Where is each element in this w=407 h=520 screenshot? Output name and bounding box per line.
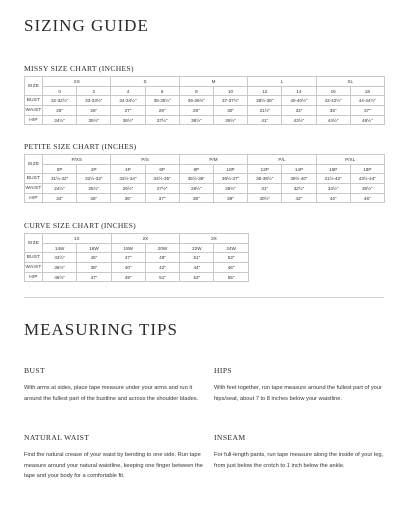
measurement-label: BUST bbox=[25, 253, 43, 263]
tip-hips bbox=[214, 366, 394, 404]
measurement-value: 26½" bbox=[111, 184, 145, 194]
measurement-value: 38½" bbox=[179, 115, 213, 125]
page-title: SIZING GUIDE bbox=[24, 16, 149, 35]
measurement-value: 29" bbox=[179, 106, 213, 116]
tip-body: Find the natural crease of your waist by bending to one side. Run tape measure around your natural waistline, keeping one finger between the tape and your body for a comfortable fit. bbox=[24, 452, 203, 479]
size-group-row bbox=[25, 155, 385, 165]
measurement-value: 37" bbox=[145, 193, 179, 203]
size-number: 8 bbox=[179, 86, 213, 96]
measurement-value: 27" bbox=[111, 106, 145, 116]
measurement-value: 39½" bbox=[213, 115, 247, 125]
measurement-value: 42-42½" bbox=[316, 96, 350, 106]
table-row bbox=[25, 96, 385, 106]
measurement-value: 35-35½" bbox=[145, 96, 179, 106]
tip-heading: INSEAM bbox=[214, 433, 246, 442]
petite-chart-heading: PETITE SIZE CHART (INCHES) bbox=[24, 142, 137, 151]
measurement-label: HIP bbox=[25, 272, 43, 282]
table-row bbox=[25, 272, 249, 282]
table-row bbox=[25, 263, 249, 273]
measurement-value: 41" bbox=[248, 115, 282, 125]
measurement-value: 25" bbox=[43, 106, 77, 116]
measurement-value: 39" bbox=[213, 193, 247, 203]
measurement-label: HIP bbox=[25, 115, 43, 125]
tip-body: With arms at sides, place tape measure under your arms and run it around the fullest part of the bustline and across the shoulder blades. bbox=[24, 385, 199, 402]
measurement-value: 44½" bbox=[316, 115, 350, 125]
measurement-value: 49" bbox=[145, 253, 179, 263]
measurement-value: 40" bbox=[111, 263, 145, 273]
measurement-value: 35" bbox=[316, 106, 350, 116]
missy-size-table bbox=[24, 76, 385, 125]
section-divider bbox=[24, 297, 384, 298]
measurement-value: 44" bbox=[180, 263, 214, 273]
size-number: 6 bbox=[145, 86, 179, 96]
tip-body: For full-length pants, run tape measure along the inside of your leg, from just below the crotch to 1 inch below the ankle. bbox=[214, 452, 384, 469]
measurement-value: 30" bbox=[213, 106, 247, 116]
size-number: 0 bbox=[43, 86, 77, 96]
measurement-value: 34½-35" bbox=[145, 174, 179, 184]
measurement-value: 45" bbox=[77, 253, 111, 263]
size-group: 1X bbox=[43, 234, 112, 244]
measurement-value: 37-37½" bbox=[213, 96, 247, 106]
size-number: 16 bbox=[316, 86, 350, 96]
size-number: 20W bbox=[145, 243, 179, 253]
size-number-row bbox=[25, 243, 249, 253]
size-group: P/XS bbox=[43, 155, 111, 165]
size-number: 10P bbox=[213, 164, 247, 174]
measurement-value: 37" bbox=[350, 106, 384, 116]
measurement-value: 31½-32" bbox=[43, 174, 77, 184]
size-number: 16P bbox=[316, 164, 350, 174]
measurement-value: 38" bbox=[179, 193, 213, 203]
size-number: 24W bbox=[214, 243, 248, 253]
tip-heading: HIPS bbox=[214, 366, 233, 375]
measurement-value: 33-33½" bbox=[77, 96, 111, 106]
measurement-value: 36½" bbox=[111, 115, 145, 125]
missy-size-chart bbox=[24, 64, 385, 125]
size-number: 18P bbox=[350, 164, 384, 174]
size-number: 14 bbox=[282, 86, 316, 96]
measurement-value: 46½" bbox=[350, 115, 384, 125]
size-group-row bbox=[25, 234, 249, 244]
tip-body: With feet together, run tape measure around the fullest part of your hips/seat, about 7 to 8 inches below your waistline. bbox=[214, 385, 382, 402]
measurement-value: 33½-34" bbox=[111, 174, 145, 184]
measurement-value: 29½" bbox=[213, 184, 247, 194]
measurement-value: 46" bbox=[350, 193, 384, 203]
measurement-value: 24½" bbox=[43, 184, 77, 194]
measurement-value: 27½" bbox=[145, 184, 179, 194]
size-group: XL bbox=[316, 77, 384, 87]
size-label: SIZE bbox=[25, 155, 43, 174]
measurement-value: 36½" bbox=[43, 263, 77, 273]
size-number: 12 bbox=[248, 86, 282, 96]
table-row bbox=[25, 184, 385, 194]
size-number: 22W bbox=[180, 243, 214, 253]
measurement-value: 53" bbox=[214, 253, 248, 263]
table-row bbox=[25, 106, 385, 116]
measurement-value: 32-32½" bbox=[43, 96, 77, 106]
measurement-value: 26" bbox=[77, 106, 111, 116]
measurement-value: 28" bbox=[145, 106, 179, 116]
tip-heading: BUST bbox=[24, 366, 46, 375]
table-row bbox=[25, 253, 249, 263]
size-group: 2X bbox=[111, 234, 180, 244]
measurement-value: 51" bbox=[180, 253, 214, 263]
measurement-label: BUST bbox=[25, 96, 43, 106]
size-label: SIZE bbox=[25, 77, 43, 96]
curve-size-table bbox=[24, 233, 249, 282]
size-label: SIZE bbox=[25, 234, 43, 253]
measurement-value: 41½-42" bbox=[316, 174, 350, 184]
measurement-value: 47" bbox=[111, 253, 145, 263]
size-number: 10 bbox=[213, 86, 247, 96]
size-group-row bbox=[25, 77, 385, 87]
size-group: P/S bbox=[111, 155, 179, 165]
measurement-value: 36" bbox=[111, 193, 145, 203]
size-number: 4P bbox=[111, 164, 145, 174]
size-group: XS bbox=[43, 77, 111, 87]
measurement-value: 36½-37" bbox=[213, 174, 247, 184]
size-number: 2 bbox=[77, 86, 111, 96]
measurement-value: 38½-39" bbox=[248, 96, 282, 106]
measuring-tips-title: MEASURING TIPS bbox=[24, 320, 178, 339]
measurement-value: 55" bbox=[214, 272, 248, 282]
table-row bbox=[25, 193, 385, 203]
table-row bbox=[25, 115, 385, 125]
measurement-value: 34" bbox=[43, 193, 77, 203]
measurement-value: 38-38½" bbox=[248, 174, 282, 184]
measurement-value: 42½" bbox=[282, 115, 316, 125]
measurement-value: 45½" bbox=[43, 272, 77, 282]
measurement-value: 42" bbox=[145, 263, 179, 273]
petite-size-chart bbox=[24, 142, 385, 203]
measurement-value: 36½" bbox=[350, 184, 384, 194]
curve-chart-heading: CURVE SIZE CHART (INCHES) bbox=[24, 221, 136, 230]
measurement-value: 44" bbox=[316, 193, 350, 203]
petite-size-table bbox=[24, 154, 385, 203]
measurement-value: 39½-40" bbox=[282, 174, 316, 184]
table-row bbox=[25, 174, 385, 184]
size-number: 6P bbox=[145, 164, 179, 174]
size-number: 2P bbox=[77, 164, 111, 174]
measurement-value: 36-36½" bbox=[179, 96, 213, 106]
measurement-label: WAIST bbox=[25, 263, 43, 273]
tip-heading: NATURAL WAIST bbox=[24, 433, 90, 442]
size-number: 16W bbox=[77, 243, 111, 253]
measurement-label: WAIST bbox=[25, 106, 43, 116]
size-number: 4 bbox=[111, 86, 145, 96]
size-number-row bbox=[25, 164, 385, 174]
size-group: M bbox=[179, 77, 247, 87]
measurement-value: 47" bbox=[77, 272, 111, 282]
measurement-label: HIP bbox=[25, 193, 43, 203]
size-group: S bbox=[111, 77, 179, 87]
measurement-value: 28½" bbox=[179, 184, 213, 194]
size-number: 12P bbox=[248, 164, 282, 174]
tip-bust bbox=[24, 366, 204, 404]
measurement-value: 33" bbox=[282, 106, 316, 116]
measurement-value: 35½" bbox=[77, 115, 111, 125]
size-number: 8P bbox=[179, 164, 213, 174]
size-number: 0P bbox=[43, 164, 77, 174]
size-number: 18W bbox=[111, 243, 145, 253]
curve-size-chart bbox=[24, 221, 249, 282]
measurement-value: 35½-36" bbox=[179, 174, 213, 184]
measurement-value: 40½" bbox=[248, 193, 282, 203]
measurement-value: 43½-44" bbox=[350, 174, 384, 184]
missy-chart-heading: MISSY SIZE CHART (INCHES) bbox=[24, 64, 134, 73]
size-number: 14P bbox=[282, 164, 316, 174]
measurement-value: 44-44½" bbox=[350, 96, 384, 106]
measurement-value: 31½" bbox=[248, 106, 282, 116]
measurement-value: 32½-33" bbox=[77, 174, 111, 184]
measurement-value: 43½" bbox=[43, 253, 77, 263]
measurement-label: WAIST bbox=[25, 184, 43, 194]
measurement-value: 32½" bbox=[282, 184, 316, 194]
measurement-value: 35" bbox=[77, 193, 111, 203]
size-number-row bbox=[25, 86, 385, 96]
measurement-value: 38" bbox=[77, 263, 111, 273]
measurement-value: 49" bbox=[111, 272, 145, 282]
measurement-value: 34½" bbox=[316, 184, 350, 194]
tip-inseam bbox=[214, 433, 394, 471]
size-group: L bbox=[248, 77, 316, 87]
measurement-value: 40-40½" bbox=[282, 96, 316, 106]
size-group: P/L bbox=[248, 155, 316, 165]
size-number: 14W bbox=[43, 243, 77, 253]
size-number: 18 bbox=[350, 86, 384, 96]
measurement-value: 31" bbox=[248, 184, 282, 194]
measurement-value: 34-34½" bbox=[111, 96, 145, 106]
measurement-value: 37½" bbox=[145, 115, 179, 125]
measurement-value: 51" bbox=[145, 272, 179, 282]
measurement-value: 42" bbox=[282, 193, 316, 203]
size-group: P/XL bbox=[316, 155, 384, 165]
measurement-value: 53" bbox=[180, 272, 214, 282]
measurement-label: BUST bbox=[25, 174, 43, 184]
tip-natural-waist bbox=[24, 433, 204, 482]
measurement-value: 34½" bbox=[43, 115, 77, 125]
size-group: 3X bbox=[180, 234, 249, 244]
size-group: P/M bbox=[179, 155, 247, 165]
measurement-value: 46" bbox=[214, 263, 248, 273]
measurement-value: 25½" bbox=[77, 184, 111, 194]
